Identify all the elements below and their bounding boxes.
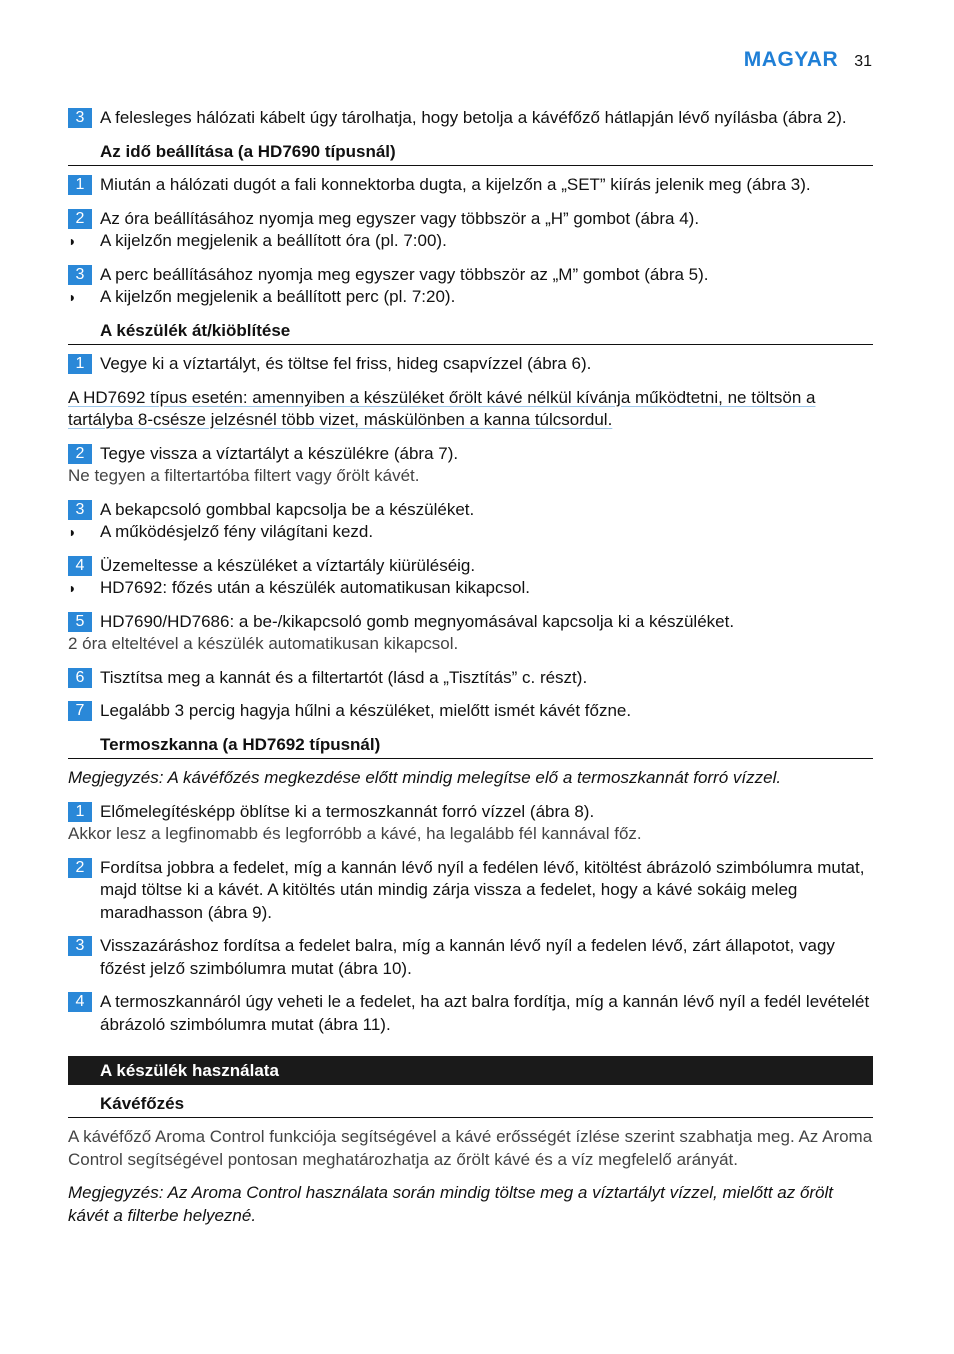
step-number: 2 [68,444,92,464]
result-bullet: ◗ A kijelzőn megjelenik a beállított óra (pl. 7:00). [68,230,873,253]
step-number: 3 [68,265,92,285]
step-text: A termoszkannáról úgy veheti le a fedelet, ha azt balra fordítja, míg a kannán lévő nyíl a fedél levételét ábrázoló szimbólumra mutat (ábra 11). [100,992,870,1034]
step-number: 4 [68,992,92,1012]
step-text: Tisztítsa meg a kannát és a filtertartót (lásd a „Tisztítás” c. részt). [100,667,588,687]
step [68,935,873,980]
step [68,801,873,824]
step-note: Akkor lesz a legfinomabb és legforróbb a kávé, ha legalább fél kannával főz. [68,824,642,843]
step-text: Fordítsa jobbra a fedelet, míg a kannán lévő nyíl a fedélen lévő, kitöltést ábrázoló szimbólumra mutat, majd töltse ki a kávét. A kitöltés után mindig zárja vissza a fedelet, hogy a kávé sokáig meleg maradhasson (ábra 9). [100,857,865,922]
step-text: Visszazáráshoz fordítsa a fedelet balra, míg a kannán lévő nyíl a fedelen lévő, zárt állapotot, vagy főzést jelző szimbólumra mutat (ábra 10). [100,936,835,978]
step [68,667,873,690]
step [68,264,873,287]
step [68,555,873,578]
step-text: Üzemeltesse a készüléket a víztartály kiürüléséig. [100,555,476,575]
step-number: 6 [68,668,92,688]
step-text: A bekapcsoló gombbal kapcsolja be a készüléket. [100,499,475,519]
step-text: Legalább 3 percig hagyja hűlni a készüléket, mielőtt ismét kávét főzne. [100,701,632,720]
result-bullet: ◗ HD7692: főzés után a készülék automatikusan kikapcsol. [68,577,873,600]
step [68,499,873,522]
info-text: A HD7692 típus esetén: amennyiben a készüléket őrölt kávé nélkül kívánja működtetni, ne töltsön a tartályba 8-csésze jelzésnél több vizet, máskülönben a kanna túlcsordul. [68,387,816,429]
step-note: 2 óra elteltével a készülék automatikusan kikapcsol. [68,634,459,653]
intro-paragraph: A kávéfőző Aroma Control funkciója segítségével a kávé erősségét ízlése szerint szabhatja meg. Az Aroma Control segítségével pontosan meghatározhatja az őrölt kávé és a víz megfelelő arányát. [68,1127,873,1169]
step-text: Előmelegítésképp öblítse ki a termoszkannát forró vízzel (ábra 8). [100,801,595,821]
step [68,700,873,723]
step-number: 2 [68,858,92,878]
result-bullet: ◗ A kijelzőn megjelenik a beállított perc (pl. 7:20). [68,286,873,309]
note: Megjegyzés: Az Aroma Control használata során mindig töltse meg a víztartályt vízzel, mielőtt az őrölt kávét a filterbe helyezné. [68,1183,834,1225]
section-title: Termoszkanna (a HD7692 típusnál) [68,734,873,760]
step-number: 3 [68,108,92,128]
page-header [744,48,872,72]
page-number: 31 [854,53,872,70]
step-number: 5 [68,612,92,632]
result-bullet: ◗ A működésjelző fény világítani kezd. [68,521,873,544]
step [68,991,873,1036]
step-number: 3 [68,500,92,520]
step-text: HD7690/HD7686: a be-/kikapcsoló gomb megnyomásával kapcsolja ki a készüléket. [100,611,735,631]
step [68,208,873,231]
section-title: Kávéfőzés [68,1093,873,1119]
step [68,443,873,466]
language-label: MAGYAR [743,48,839,71]
step-text: Vegye ki a víztartályt, és töltse fel friss, hideg csapvízzel (ábra 6). [100,354,592,373]
step-number: 3 [68,936,92,956]
document-body [68,107,873,1238]
info-paragraph [68,387,873,432]
step-text: Az óra beállításához nyomja meg egyszer vagy többször a „H” gombot (ábra 4). [100,208,700,228]
step-text: A perc beállításához nyomja meg egyszer vagy többször az „M” gombot (ábra 5). [100,264,709,284]
note: Megjegyzés: A kávéfőzés megkezdése előtt mindig melegítse elő a termoszkannát forró vízzel. [68,768,782,787]
step [68,611,873,634]
section-title: Az idő beállítása (a HD7690 típusnál) [68,141,873,167]
step-number: 4 [68,556,92,576]
step-note: Ne tegyen a filtertartóba filtert vagy őrölt kávét. [68,466,420,485]
step-text: A felesleges hálózati kábelt úgy tárolhatja, hogy betolja a kávéfőző hátlapján lévő nyílásba (ábra 2). [100,108,847,127]
step-number: 1 [68,354,92,374]
step-number: 1 [68,175,92,195]
step [68,174,873,197]
chapter-band: A készülék használata [68,1056,873,1085]
step [68,353,873,376]
step [68,857,873,925]
step-number: 1 [68,802,92,822]
step-text: Miután a hálózati dugót a fali konnektorba dugta, a kijelzőn a „SET” kiírás jelenik meg (ábra 3). [100,175,811,194]
step-text: Tegye vissza a víztartályt a készülékre (ábra 7). [100,443,459,463]
section-title: A készülék át/kiöblítése [68,320,873,346]
step-number: 7 [68,701,92,721]
step-number: 2 [68,209,92,229]
step [68,107,873,130]
